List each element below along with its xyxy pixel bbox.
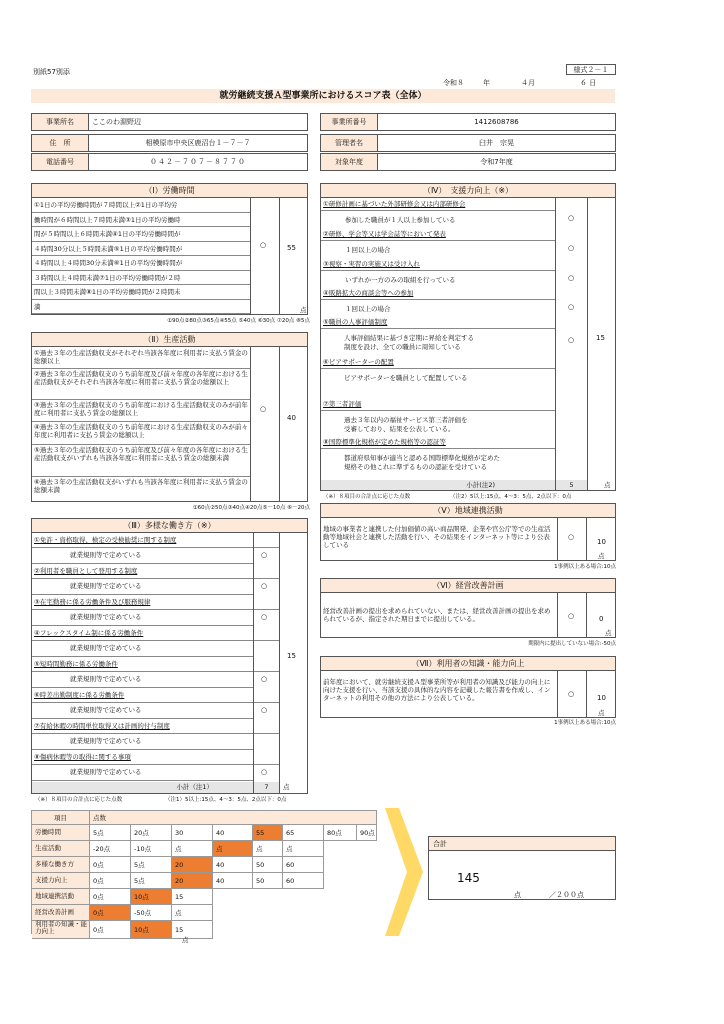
address-label: 住 所: [31, 134, 89, 152]
section-3-item-desc: 就業規則等で定めている: [32, 641, 253, 657]
summary-cell: 5点: [131, 873, 172, 889]
summary-cell: 15: [172, 921, 213, 939]
summary-cell: 30: [172, 825, 213, 841]
section-4-item-desc: 都道府県知事が適当と認める国際標準化規格が定めた: [344, 454, 500, 462]
section-3-item-check: ○: [261, 675, 268, 683]
section-3-subtotal-label: 小計（注1）: [32, 782, 253, 793]
summary-cell: 点: [253, 841, 283, 857]
summary-cell: 60: [283, 873, 324, 889]
section-4-subtotal: 5: [556, 480, 587, 490]
section-4-note2: （注2）5以上:15点、4～3：5点、2点以下：0点: [450, 494, 572, 500]
summary-cell: 40: [213, 857, 253, 873]
target-year-label: 対象年度: [320, 153, 378, 171]
section-3-item-check: ○: [261, 706, 268, 714]
section-4-item-desc: 制度を設け、全ての職員に周知している: [344, 343, 461, 351]
section-5-title: （Ⅴ）地域連携活動: [320, 503, 616, 518]
section-3-item-check: ○: [261, 768, 268, 776]
section-4-item-heading: ⑦第三者評価: [321, 398, 555, 411]
summary-cell: 10点: [131, 889, 172, 905]
section-4-item-heading: ⑥ピアサポーターの配置: [321, 356, 555, 369]
arrow-right-icon: [385, 808, 425, 936]
summary-row-label: 支援力向上: [32, 873, 90, 889]
section-3-subtotal: 7: [254, 782, 279, 793]
summary-cell: 20: [172, 857, 213, 873]
summary-cell: 点: [172, 905, 213, 921]
summary-row-label: 生産活動: [32, 841, 90, 857]
total-value: 145: [457, 871, 480, 885]
summary-cell: 80点: [324, 825, 357, 841]
section-4-item-check: ○: [568, 303, 575, 311]
date-year: 年: [483, 79, 490, 87]
section-3-item-desc: 就業規則等で定めている: [32, 672, 253, 688]
summary-row-label: 地域連携活動: [32, 889, 90, 905]
date-era: 令和８: [443, 79, 464, 87]
summary-cell: 10点: [131, 921, 172, 939]
section-3-item-desc: 就業規則等で定めている: [32, 734, 253, 750]
summary-cell: 65: [283, 825, 324, 841]
section-3-item-heading: ②利用者を職員として登用する制度: [32, 564, 280, 579]
section-3-item-check: ○: [261, 582, 268, 590]
manager-label: 管理者名: [320, 134, 378, 152]
summary-cell: 40: [213, 873, 253, 889]
summary-row-label: 利用者の知識・能力向上: [32, 921, 90, 939]
summary-row-label: 多様な働き方: [32, 857, 90, 873]
section-7-score: 10: [597, 694, 606, 702]
address-value: 相模原市中央区鹿沼台１－７－７: [88, 134, 308, 152]
section-3-note1: （※）８項目の合計点に応じた点数: [35, 797, 123, 803]
section-1-line: 間が５時間以上６時間未満④1日の平均労働時間が: [32, 227, 250, 242]
section-4-item-desc: 受審しており、結果を公表している。: [344, 425, 455, 433]
facility-name: ここのわ淵野辺: [88, 113, 308, 131]
section-2-note: ①60点②50点③40点④20点⑤－10点 ⑥－20点: [192, 505, 310, 511]
summary-cell: -10点: [131, 841, 172, 857]
section-1-title: （Ⅰ）労働時間: [31, 183, 308, 198]
section-4-item-heading: ⑧国際標準化規格が定めた規格等の認証等: [321, 436, 555, 449]
section-4-item-desc: 人事評価結果に基づき定期に昇給を判定する: [344, 334, 474, 342]
section-2-line: ③過去３年の生産活動収支のうち前年度における生産活動収支のみが前年度に利用者に支払う賃金の総額以上: [32, 400, 250, 422]
summary-cell: 20: [172, 873, 213, 889]
summary-cell: 5点: [131, 857, 172, 873]
summary-tail: 点: [182, 936, 189, 944]
section-1-check: ○: [260, 241, 267, 249]
phone-label: 電話番号: [31, 153, 89, 171]
summary-row-label: 労働時間: [32, 825, 90, 841]
section-4-item-check: ○: [568, 336, 575, 344]
section-3-score: 15: [287, 652, 296, 660]
date-month: ４月: [521, 79, 535, 87]
summary-cell: 点: [172, 841, 213, 857]
section-4-item-desc: いずれか一方のみの取組を行っている: [345, 276, 456, 284]
section-4-title: （Ⅳ） 支援力向上（※）: [320, 183, 616, 198]
section-1-line: ４時間30分以上５時間未満⑤1日の平均労働時間が: [32, 242, 250, 257]
section-7-note: 1事例以上ある場合:10点: [554, 720, 616, 726]
section-4-item-desc: ピアサポーターを職員として配置している: [344, 374, 468, 382]
section-2-line: ①過去３年の生産活動収支がそれぞれ当該各年度に利用者に支払う賃金の総額以上: [32, 348, 250, 369]
section-4-score: 15: [596, 334, 605, 342]
summary-cell: 50: [253, 873, 283, 889]
form-ref: 別紙57別添: [33, 68, 70, 76]
section-3-item-heading: ①免許・資格取得、検定の受検勧奨に関する制度: [32, 533, 280, 548]
section-3-item-heading: ④フレックスタイム制に係る労働条件: [32, 626, 280, 641]
summary-cell: 60: [283, 857, 324, 873]
section-6-note: 期限内に提出していない場合:-50点: [528, 641, 616, 647]
facility-number: 1412608786: [377, 113, 616, 131]
section-2-line: ②過去３年の生産活動収支のうち前年度及び前々年度の各年度における生産活動収支がそれぞれ当該各年度に利用者に支払う賃金の総額以上: [32, 369, 250, 400]
summary-cell: 40: [213, 825, 253, 841]
section-2-line: ⑤過去３年の生産活動収支のうち前年度及び前々年度の各年度における生産活動収支がいずれも当該各年度に利用者に支払う賃金の総額未満: [32, 445, 250, 477]
section-6-text: 経営改善計画の提出を求められていない、または、経営改善計画の提出を求められているが、指定された期日までに提出している。: [323, 607, 551, 623]
total-label: 合計: [429, 837, 615, 851]
section-6-title: （Ⅵ）経営改善計画: [320, 578, 616, 593]
summary-cell: 0点: [90, 905, 131, 921]
summary-header-points: 点数: [90, 811, 377, 825]
section-1-line: ４時間以上４時間30分未満⑥1日の平均労働時間が: [32, 256, 250, 271]
section-4-item-desc: １回以上の場合: [345, 305, 391, 313]
section-3-item-heading: ⑧傷病休暇等の取得に関する事項: [32, 750, 280, 765]
section-7-check: ○: [568, 690, 575, 698]
section-3-title: （Ⅲ）多様な働き方（※）: [31, 518, 308, 533]
section-7-unit: 点: [598, 709, 605, 717]
section-1-line: 満: [32, 300, 250, 315]
section-3-item-check: ○: [261, 613, 268, 621]
section-4-item-check: ○: [568, 274, 575, 282]
section-3-note2: （注1）5以上:15点、4～3：5点、2点以下：0点: [165, 797, 287, 803]
section-2-title: （Ⅱ）生産活動: [31, 332, 308, 347]
section-1-score: 55: [287, 244, 296, 252]
total-max: ／２００点: [549, 891, 584, 899]
section-5-score: 10: [597, 538, 606, 546]
section-3-item-check: ○: [261, 551, 268, 559]
section-4-note1: （※）８項目の合計点に応じた点数: [323, 494, 411, 500]
section-3-item-heading: ③在宅勤務に係る労働条件及び服務規律: [32, 595, 280, 610]
section-5-text: 地域の事業者と連携した付加価値の高い商品開発、企業や官公庁等での生産活動等地域社会と連携した活動を行い、その結果をインターネット等により公表している: [323, 525, 551, 549]
section-2-line: ⑥過去３年の生産活動収支がいずれも当該各年度に利用者に支払う賃金の総額未満: [34, 478, 248, 494]
summary-cell: 点: [213, 841, 253, 857]
section-1-note: ①90点②80点③65点④55点 ⑤40点 ⑥30点 ⑦20点 ⑧5点: [167, 318, 310, 324]
section-3-item-heading: ⑤短時間勤務に係る労働条件: [32, 657, 280, 672]
section-4-item-heading: ④販路拡大の商談会等への参加: [321, 287, 555, 300]
section-1-line: ①1日の平均労働時間が７時間以上②1日の平均労: [32, 198, 250, 213]
name-label: 事業所名: [31, 113, 89, 131]
number-label: 事業所番号: [320, 113, 378, 131]
manager-name: 臼井 宗晃: [377, 134, 616, 152]
section-2-line: ④過去３年の生産活動収支のうち前年度における生産活動収支のみが前々年度に利用者に支払う賃金の総額以上: [32, 422, 250, 445]
section-4-item-check: ○: [568, 214, 575, 222]
summary-cell: 点: [283, 841, 324, 857]
section-1-line: 間以上３時間未満⑧1日の平均労働時間が２時間未: [32, 285, 250, 300]
section-4-item-heading: ⑤職員の人事評価制度: [321, 316, 555, 329]
phone-value: ０４２－７０７－８７７０: [88, 153, 308, 171]
summary-cell: 0点: [90, 921, 131, 939]
section-4-item-desc: 過去３年以内の福祉サービス第三者評価を: [344, 416, 468, 424]
section-4-item-desc: 参加した職員が１人以上参加している: [345, 216, 456, 224]
page-title: 就労継続支援Ａ型事業所におけるスコア表（全体）: [31, 89, 615, 103]
section-5-check: ○: [568, 533, 575, 541]
section-3-item-heading: ⑦有給休暇の時間単位取得又は計画的付与制度: [32, 719, 280, 734]
section-1-unit: 点: [300, 306, 307, 314]
section-3-unit: 点: [283, 783, 290, 791]
section-6-score: 0: [599, 615, 604, 623]
section-1-line: ３時間以上４時間未満⑦1日の平均労働時間が２時: [32, 271, 250, 286]
summary-cell: 90点: [357, 825, 377, 841]
section-5-note: 1事例以上ある場合:10点: [554, 564, 616, 570]
total-box: [428, 836, 616, 900]
section-4-item-heading: ②研修、学会等又は学会誌等において発表: [321, 228, 555, 241]
section-7-title: （Ⅶ）利用者の知識・能力向上: [320, 656, 616, 671]
section-3-item-heading: ⑥時差出勤制度に係る労働条件: [32, 688, 280, 703]
section-7-text: 前年度において、就労継続支援Ａ型事業所等が利用者の知識及び能力の向上に向けた支援を行い、当該支援の具体的な内容を記載した報告書を作成し、インターネットの利用その他の方法により公表している。: [323, 678, 551, 702]
summary-cell: 0点: [90, 857, 131, 873]
section-4-item-heading: ①研修計画に基づいた外部研修会又は内部研修会: [321, 198, 555, 211]
section-5-unit: 点: [598, 552, 605, 560]
section-4-item-desc: 規格その他これに準ずるものの認証を受けている: [344, 463, 487, 471]
form-number: 様式２－１: [566, 64, 616, 75]
section-3-item-desc: 就業規則等で定めている: [32, 610, 253, 626]
section-2-check: ○: [260, 405, 267, 413]
summary-row-label: 経営改善計画: [32, 905, 90, 921]
section-4-item-check: ○: [568, 244, 575, 252]
section-6-check: ○: [568, 612, 575, 620]
date-day: ６ 日: [580, 79, 597, 87]
section-4-item-heading: ③視察・実習の実施又は受け入れ: [321, 258, 555, 271]
section-3-item-desc: 就業規則等で定めている: [32, 579, 253, 595]
summary-cell: -50点: [131, 905, 172, 921]
section-4-item-desc: １回以上の場合: [345, 246, 391, 254]
summary-cell: 20点: [131, 825, 172, 841]
summary-header-item: 項目: [32, 811, 90, 825]
section-2-score: 40: [287, 414, 296, 422]
summary-cell: 55: [253, 825, 283, 841]
section-1-line: 働時間が６時間以上７時間未満③1日の平均労働時: [32, 213, 250, 228]
section-4-unit: 点: [604, 481, 611, 489]
summary-cell: 5点: [90, 825, 131, 841]
summary-table: [31, 810, 377, 934]
summary-cell: -20点: [90, 841, 131, 857]
section-4-subtotal-label: 小計(注2): [321, 480, 555, 490]
total-unit: 点: [514, 891, 521, 899]
section-3-item-desc: 就業規則等で定めている: [32, 765, 253, 781]
section-3-item-desc: 就業規則等で定めている: [32, 548, 253, 564]
summary-cell: 0点: [90, 889, 131, 905]
section-3-item-desc: 就業規則等で定めている: [32, 703, 253, 719]
target-year: 令和7年度: [377, 153, 616, 171]
summary-cell: 50: [253, 857, 283, 873]
summary-cell: 0点: [90, 873, 131, 889]
section-6-unit: 点: [605, 629, 612, 637]
summary-cell: 15: [172, 889, 213, 905]
